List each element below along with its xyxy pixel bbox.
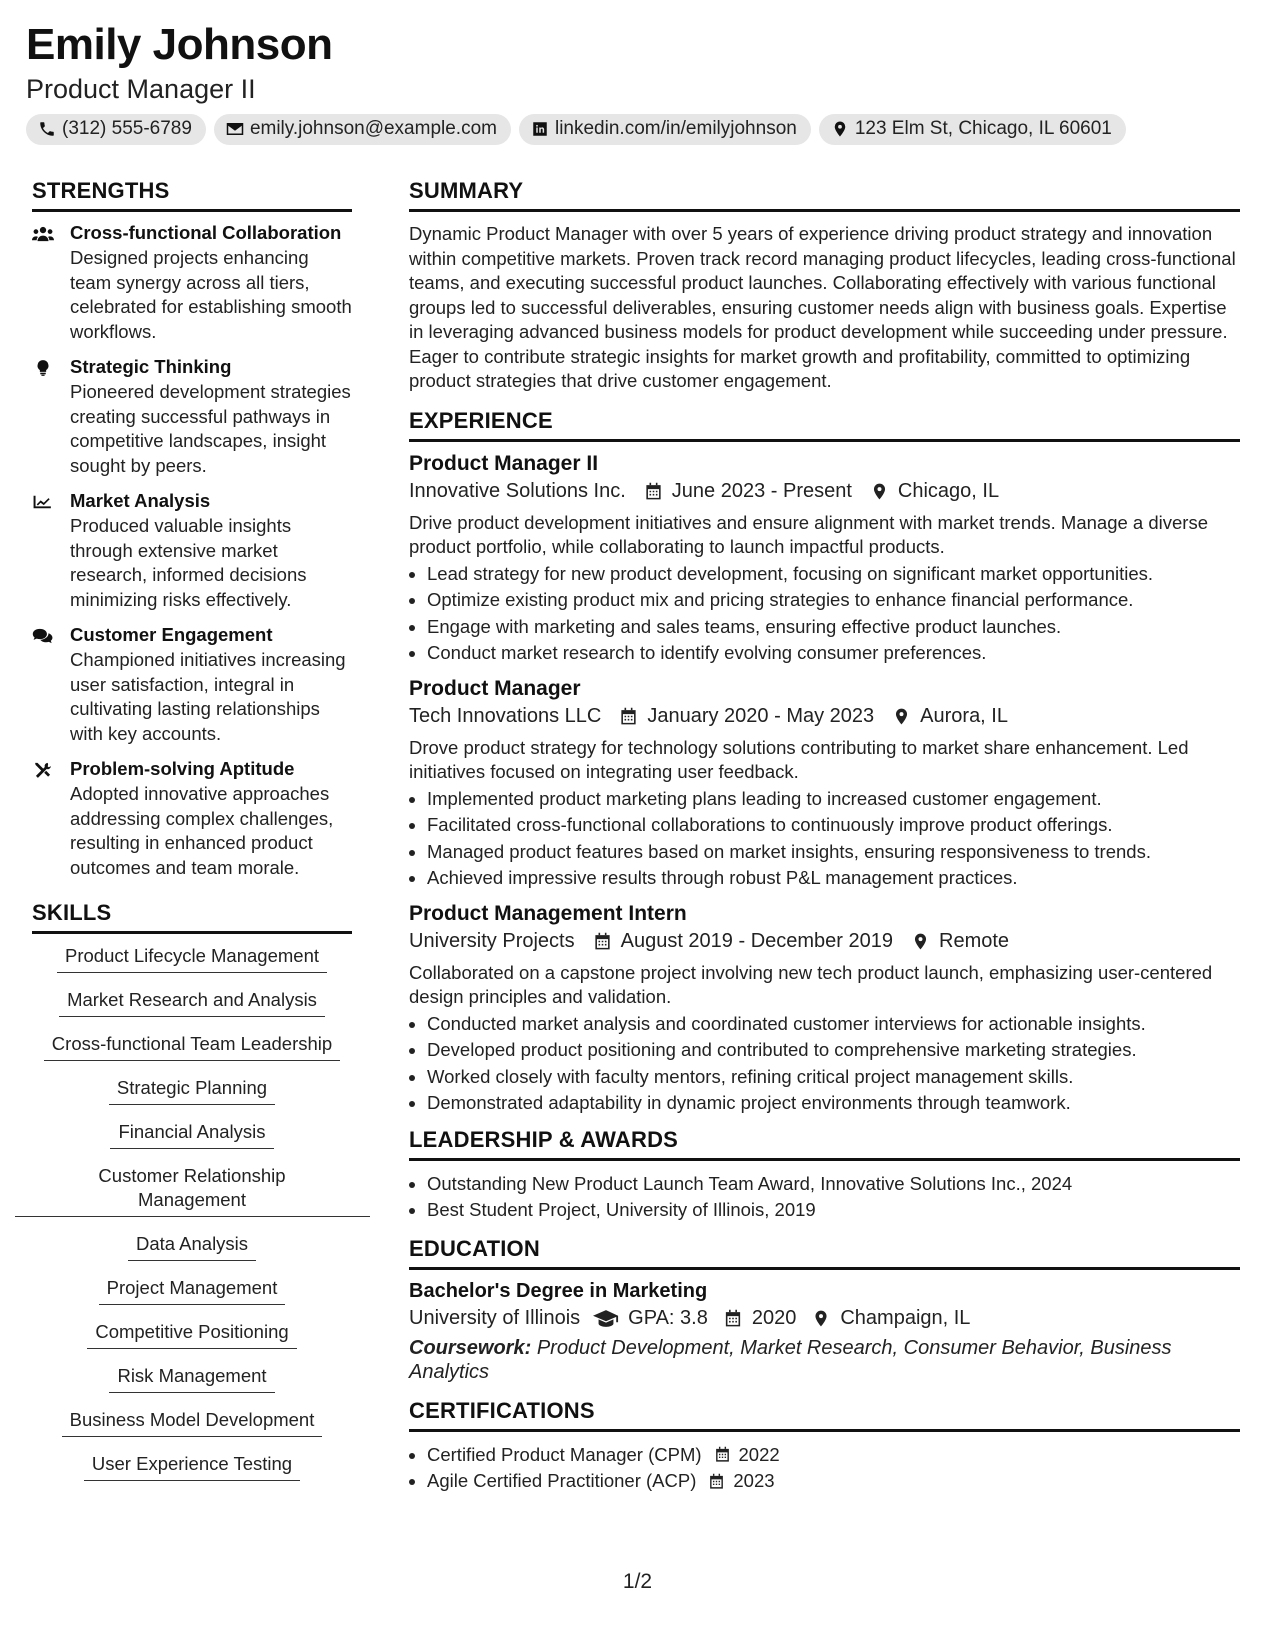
job-bullet: • Facilitated cross-functional collaborations to continuously improve product offerings.: [427, 812, 1240, 839]
strength-item: [32, 490, 352, 612]
map-marker-icon: [911, 932, 930, 951]
calendar-icon: [619, 707, 638, 726]
cert-name: • Agile Certified Practitioner (ACP): [427, 1470, 697, 1491]
skills-list: [32, 944, 352, 1496]
strength-item: [32, 356, 352, 478]
job-bullet: • Conducted market analysis and coordinated customer interviews for actionable insights.: [427, 1011, 1240, 1038]
cert-year: 2023: [733, 1470, 775, 1491]
skill-item: Competitive Positioning: [87, 1320, 296, 1349]
skill-item: Product Lifecycle Management: [57, 944, 327, 973]
skill-item: Business Model Development: [62, 1408, 323, 1437]
contact-linkedin[interactable]: [519, 114, 811, 145]
comments-icon: [32, 626, 54, 646]
education-heading: EDUCATION: [409, 1236, 1240, 1270]
skill-item: Risk Management: [109, 1364, 274, 1393]
edu-meta: [409, 1307, 1240, 1330]
map-marker-icon: [811, 1309, 831, 1328]
job-title: Product Manager: [409, 676, 581, 700]
job-bullet: • Lead strategy for new product development, focusing on significant market opportunities.: [427, 561, 1240, 588]
experience-heading: EXPERIENCE: [409, 408, 1240, 442]
tools-icon: [32, 760, 54, 780]
candidate-title: Product Manager II: [26, 74, 256, 104]
skill-item: Data Analysis: [128, 1232, 256, 1261]
contact-address-text: 123 Elm St, Chicago, IL 60601: [854, 118, 1112, 139]
job-title: Product Management Intern: [409, 901, 687, 925]
skill-item: User Experience Testing: [84, 1452, 300, 1481]
coursework-list: Product Development, Market Research, Consumer Behavior, Business Analytics: [409, 1336, 1172, 1383]
job-bullet: • Implemented product marketing plans leading to increased customer engagement.: [427, 786, 1240, 813]
calendar-icon: [723, 1309, 743, 1328]
job-bullets: [409, 561, 1240, 667]
job-company: Innovative Solutions Inc.: [409, 479, 626, 502]
envelope-icon: [226, 120, 244, 138]
contact-email[interactable]: [214, 114, 511, 145]
edu-degree: Bachelor's Degree in Marketing: [409, 1279, 708, 1302]
summary-text: Dynamic Product Manager with over 5 years of experience driving product strategy and innovation within competitive markets. Proven track record managing product lifecycles, leading cross-functional teams, and executing successful product launches. Collaborating effectively with various functional groups led to successful deliverables, ensuring customer needs align with business goals. Expertise in leveraging advanced business models for product development while succeeding under pressure. Eager to contribute strategic insights for market growth and profitability, committed to optimizing product strategies that drive customer engagement.: [409, 223, 1236, 391]
job-bullets: [409, 1011, 1240, 1117]
job-entry: [409, 677, 1240, 892]
strength-title: Problem-solving Aptitude: [70, 758, 295, 779]
skill-item: Customer Relationship Management: [15, 1164, 370, 1217]
edu-gpa: GPA: 3.8: [628, 1306, 708, 1329]
strengths-heading: STRENGTHS: [32, 178, 352, 212]
job-entry: [409, 902, 1240, 1117]
lightbulb-icon: [32, 358, 54, 378]
strength-title: Strategic Thinking: [70, 356, 232, 377]
left-column: [32, 178, 352, 1496]
contact-phone-text: (312) 555-6789: [62, 118, 192, 139]
summary-heading: SUMMARY: [409, 178, 1240, 212]
strength-desc: Pioneered development strategies creating successful pathways in competitive landscapes, insight sought by peers.: [70, 381, 351, 476]
strength-desc: Designed projects enhancing team synergy across all tiers, celebrated for establishing smooth workflows.: [70, 247, 352, 342]
job-dates: June 2023 - Present: [671, 479, 852, 502]
leadership-heading: LEADERSHIP & AWARDS: [409, 1127, 1240, 1161]
edu-location: Champaign, IL: [840, 1306, 971, 1329]
map-marker-icon: [870, 482, 889, 501]
job-bullet: • Worked closely with faculty mentors, refining critical project management skills.: [427, 1064, 1240, 1091]
job-location: Aurora, IL: [920, 704, 1008, 727]
contact-linkedin-text: linkedin.com/in/emilyjohnson: [554, 118, 797, 139]
coursework-label: Coursework:: [409, 1336, 532, 1359]
job-bullet: • Conduct market research to identify evolving consumer preferences.: [427, 640, 1240, 667]
calendar-icon: [714, 1446, 731, 1463]
cert-item: [427, 1468, 1240, 1495]
job-dates: August 2019 - December 2019: [620, 929, 894, 952]
users-icon: [32, 224, 54, 244]
strength-desc: Produced valuable insights through extensive market research, informed decisions minimizing risks effectively.: [70, 515, 307, 610]
job-desc: Collaborated on a capstone project involving new tech product launch, emphasizing user-centered design principles and validation.: [409, 961, 1213, 1007]
edu-coursework: [409, 1336, 1240, 1384]
job-location: Remote: [939, 929, 1010, 952]
award-item: • Best Student Project, University of Illinois, 2019: [427, 1197, 1240, 1224]
job-bullet: • Managed product features based on market insights, ensuring responsiveness to trends.: [427, 839, 1240, 866]
contact-email-text: emily.johnson@example.com: [249, 118, 497, 139]
cert-year: 2022: [738, 1443, 780, 1465]
skill-item: Market Research and Analysis: [59, 988, 325, 1017]
phone-icon: [38, 120, 56, 138]
map-marker-icon: [892, 707, 911, 726]
strength-desc: Championed initiatives increasing user satisfaction, integral in cultivating lasting relationships with key accounts.: [70, 649, 346, 744]
calendar-icon: [593, 932, 612, 951]
job-meta: [409, 705, 1240, 728]
job-dates: January 2020 - May 2023: [647, 704, 875, 727]
contact-phone[interactable]: [26, 114, 206, 145]
skill-item: Cross-functional Team Leadership: [44, 1032, 340, 1061]
cert-item: [427, 1442, 1240, 1469]
strength-title: Customer Engagement: [70, 624, 273, 645]
right-column: [409, 178, 1240, 1495]
edu-year: 2020: [751, 1306, 797, 1329]
edu-school: University of Illinois: [409, 1306, 581, 1329]
strength-item: [32, 758, 352, 880]
job-location: Chicago, IL: [897, 479, 1000, 502]
job-company: Tech Innovations LLC: [409, 704, 602, 727]
job-meta: [409, 480, 1240, 503]
contact-address[interactable]: [819, 114, 1126, 145]
strength-title: Market Analysis: [70, 490, 211, 511]
job-title: Product Manager II: [409, 451, 599, 475]
strength-item: [32, 624, 352, 746]
job-bullet: • Developed product positioning and contributed to comprehensive marketing strategies.: [427, 1037, 1240, 1064]
job-entry: [409, 452, 1240, 667]
skills-heading: SKILLS: [32, 900, 352, 934]
chart-line-icon: [32, 492, 54, 512]
strength-item: [32, 222, 352, 344]
certifications-list: [409, 1442, 1240, 1495]
map-marker-icon: [831, 120, 849, 138]
job-bullet: • Demonstrated adaptability in dynamic project environments through teamwork.: [427, 1090, 1240, 1117]
certifications-heading: CERTIFICATIONS: [409, 1398, 1240, 1432]
job-bullet: • Optimize existing product mix and pricing strategies to enhance financial performance.: [427, 587, 1240, 614]
job-bullets: [409, 786, 1240, 892]
linkedin-icon: [531, 120, 549, 138]
job-bullet: • Engage with marketing and sales teams, ensuring effective product launches.: [427, 614, 1240, 641]
cert-name: • Certified Product Manager (CPM): [427, 1443, 702, 1465]
page-number: 1/2: [622, 1570, 653, 1593]
job-company: University Projects: [409, 929, 575, 952]
strength-desc: Adopted innovative approaches addressing complex challenges, resulting in enhanced product outcomes and team morale.: [70, 783, 334, 878]
award-item: • Outstanding New Product Launch Team Award, Innovative Solutions Inc., 2024: [427, 1171, 1240, 1198]
job-desc: Drive product development initiatives and ensure alignment with market trends. Manage a diverse product portfolio, while collaborating to launch impactful products.: [409, 511, 1208, 557]
leadership-list: [409, 1171, 1240, 1224]
skill-item: Project Management: [99, 1276, 286, 1305]
skill-item: Strategic Planning: [109, 1076, 275, 1105]
calendar-icon: [644, 482, 663, 501]
job-meta: [409, 930, 1240, 953]
calendar-icon: [708, 1473, 725, 1490]
job-bullet: • Achieved impressive results through robust P&L management practices.: [427, 865, 1240, 892]
strength-title: Cross-functional Collaboration: [70, 222, 342, 243]
skill-item: Financial Analysis: [110, 1120, 273, 1149]
candidate-name: Emily Johnson: [26, 20, 333, 69]
contact-bar: [26, 114, 1126, 145]
graduation-cap-icon: [593, 1309, 619, 1328]
job-desc: Drove product strategy for technology solutions contributing to market share enhancement. Led initiatives focused on integrating user feedback.: [409, 736, 1189, 782]
